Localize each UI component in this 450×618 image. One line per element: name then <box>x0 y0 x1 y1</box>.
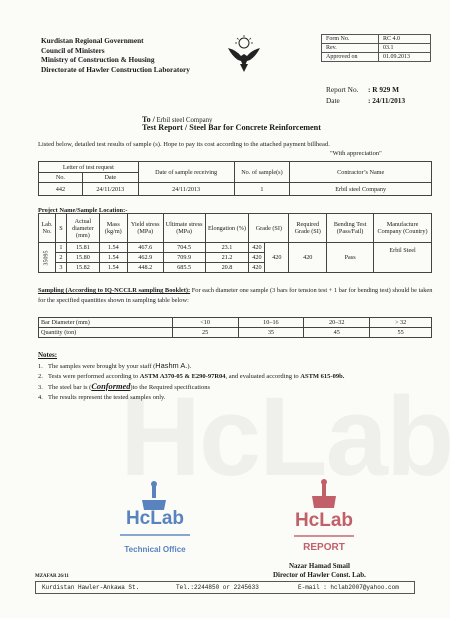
yield-value: 462.9 <box>127 253 163 263</box>
form-info-row <box>322 53 431 62</box>
org-line: Ministry of Construction & Housing <box>41 55 155 65</box>
form-info-label: Form No. <box>322 35 379 44</box>
diameter-range: 10–16 <box>238 318 304 328</box>
request-table <box>38 161 432 196</box>
ultimate-value: 685.5 <box>163 263 205 273</box>
sample-number: 2 <box>55 253 66 263</box>
file-reference: MZAFAR 26/11 <box>35 574 69 579</box>
diameter-value: 15.80 <box>66 253 99 263</box>
note-number: 3. <box>38 384 43 391</box>
signatory-name: Nazar Hamad Smail <box>289 562 350 570</box>
note-number: 2. <box>38 373 43 380</box>
quantity-value: 35 <box>238 328 304 338</box>
note-number: 1. <box>38 363 43 370</box>
form-info-row <box>322 44 431 53</box>
org-line: Kurdistan Regional Government <box>41 36 144 45</box>
quantity-value: 25 <box>172 328 238 338</box>
org-line: Directorate of Hawler Construction Laboratory <box>41 64 190 74</box>
sampling-body: For each diameter one sample (3 bars for tension test + 1 bar for bending test) should be taken for the specified quantities shown in sampling table below: <box>38 287 433 304</box>
bending-header: Bending Test (Pass/Fail) <box>327 214 374 243</box>
lab-no-header: Lab. No. <box>39 214 56 243</box>
lab-no <box>39 243 56 273</box>
letter-header: Letter of test request <box>39 162 139 173</box>
table-row <box>39 183 432 196</box>
diameter-range: <10 <box>172 318 238 328</box>
report-stamp <box>284 478 364 560</box>
required-grade: 420 <box>289 243 327 273</box>
note-item <box>38 361 344 372</box>
recipient-name: Erbil steel Company <box>156 117 213 124</box>
form-info-label: Approved on <box>322 53 379 62</box>
diameter-header: Actual diameter (mm) <box>66 214 99 243</box>
date-label: Date <box>326 96 340 105</box>
note-item <box>38 393 344 403</box>
sampling-heading: Sampling (According to IQ-NCCLR sampling Booklet): <box>38 287 191 294</box>
grade-header: Grade (SI) <box>249 214 289 243</box>
signatory-position: Director of Hawler Const. Lab. <box>273 571 366 579</box>
note-item <box>38 372 344 382</box>
yield-value: 467.6 <box>127 243 163 253</box>
test-standard: ASTM A370-05 & E290-97R04 <box>139 373 226 380</box>
table-row <box>39 328 432 338</box>
grade-summary: 420 <box>265 243 289 273</box>
form-info-value: 03.1 <box>379 44 431 53</box>
sampling-text <box>38 286 434 306</box>
organization-header <box>41 36 190 74</box>
elongation-value: 21.2 <box>205 253 249 263</box>
yield-value: 448.2 <box>127 263 163 273</box>
diameter-value: 15.81 <box>66 243 99 253</box>
kurdistan-emblem-icon <box>226 34 262 74</box>
grade-value: 420 <box>249 243 265 253</box>
manufacture-value: Erbil Steel <box>374 243 432 273</box>
mass-header: Mass (kg/m) <box>99 214 127 243</box>
elongation-value: 20.8 <box>205 263 249 273</box>
intro-text: Listed below, detailed test results of sample (s). Hope to pay its cost according to the attached payment billhead. <box>38 141 330 148</box>
mass-value: 1.54 <box>99 263 127 273</box>
form-info-row <box>322 35 431 44</box>
org-line: Council of Ministers <box>41 45 105 55</box>
appreciation-text: "With appreciation" <box>330 150 382 157</box>
diameter-label: Bar Diameter (mm) <box>39 318 173 328</box>
form-info-label: Rev. <box>322 44 379 53</box>
s-header: S <box>55 214 66 243</box>
request-date: 24/11/2013 <box>82 183 138 196</box>
grade-value: 420 <box>249 253 265 263</box>
note-text: The samples were brought by your staff ( <box>48 363 156 370</box>
stamp-logo-text: HcLab <box>125 508 185 529</box>
footer-bar <box>35 581 415 594</box>
quantity-table <box>38 317 432 338</box>
manufacture-header: Manufacture Company (Country) <box>374 214 432 243</box>
mass-value: 1.54 <box>99 243 127 253</box>
sample-count: 1 <box>234 183 290 196</box>
staff-name: Hashm A. <box>155 361 188 370</box>
table-row <box>39 318 432 328</box>
table-row <box>39 243 432 253</box>
bending-result: Pass <box>327 243 374 273</box>
footer-tel: Tel.:2244850 or 2245633 <box>176 584 259 591</box>
ultimate-value: 704.5 <box>163 243 205 253</box>
lab-no-value: 35095 <box>43 250 50 266</box>
report-date: : 24/11/2013 <box>368 96 406 105</box>
footer-address: Kurdistan Hawler-Ankawa St. <box>42 584 140 591</box>
note-text: )to the Required specifications <box>130 384 211 391</box>
form-info-value: RC 4.0 <box>379 35 431 44</box>
elongation-header: Elongation (%) <box>205 214 249 243</box>
notes-heading: Notes: <box>38 351 58 359</box>
evaluation-standard: ASTM 615-09b. <box>300 373 345 380</box>
note-text: , and evaluated according to <box>225 373 301 380</box>
stamp-caption: REPORT <box>303 542 345 553</box>
receiving-date: 24/11/2013 <box>138 183 234 196</box>
note-text: ). <box>187 363 192 370</box>
elongation-value: 23.1 <box>205 243 249 253</box>
technical-office-stamp <box>112 480 198 558</box>
note-text: The steel bar is ( <box>48 384 92 391</box>
required-header: Required Grade (SI) <box>289 214 327 243</box>
sample-number: 1 <box>55 243 66 253</box>
form-info-value: 01.09.2013 <box>379 53 431 62</box>
diameter-range: 20–32 <box>304 318 370 328</box>
note-text: The results represent the tested samples only. <box>48 394 166 401</box>
date-header: Date <box>82 173 138 183</box>
ultimate-value: 709.9 <box>163 253 205 263</box>
samples-header: No. of sample(s) <box>234 162 290 183</box>
footer-email: E-mail : hclab2007@yahoo.com <box>298 584 399 591</box>
report-no-label: Report No. <box>326 85 359 94</box>
no-header: No. <box>39 173 83 183</box>
contractor-name: Erbil steel Company <box>290 183 432 196</box>
diameter-value: 15.82 <box>66 263 99 273</box>
quantity-label: Quantity (ton) <box>39 328 173 338</box>
stamp-caption: Technical Office <box>124 545 186 554</box>
ultimate-header: Ultimate stress (MPa) <box>163 214 205 243</box>
yield-header: Yield stress (MPa) <box>127 214 163 243</box>
results-table <box>38 213 432 273</box>
grade-value: 420 <box>249 263 265 273</box>
quantity-value: 45 <box>304 328 370 338</box>
notes-list <box>38 361 344 403</box>
report-no: : R 929 M <box>368 85 400 94</box>
request-no: 442 <box>39 183 83 196</box>
report-title: Test Report / Steel Bar for Concrete Reinforcement <box>142 123 321 132</box>
signature-block <box>273 562 366 580</box>
mass-value: 1.54 <box>99 253 127 263</box>
quantity-value: 55 <box>370 328 432 338</box>
note-item <box>38 382 344 393</box>
sample-number: 3 <box>55 263 66 273</box>
project-label: Project Name/Sample Location:- <box>38 207 128 214</box>
conformance-status: Conformed <box>91 382 131 391</box>
diameter-range: > 32 <box>370 318 432 328</box>
note-text: Tests were performed according to <box>48 373 140 380</box>
contractor-header: Contractor’s Name <box>290 162 432 183</box>
form-info-table <box>321 34 431 62</box>
report-meta <box>326 84 405 106</box>
to-prefix: To / <box>142 115 155 124</box>
receiving-header: Date of sample receiving <box>138 162 234 183</box>
stamp-logo-text: HcLab <box>294 510 354 531</box>
note-number: 4. <box>38 394 43 401</box>
